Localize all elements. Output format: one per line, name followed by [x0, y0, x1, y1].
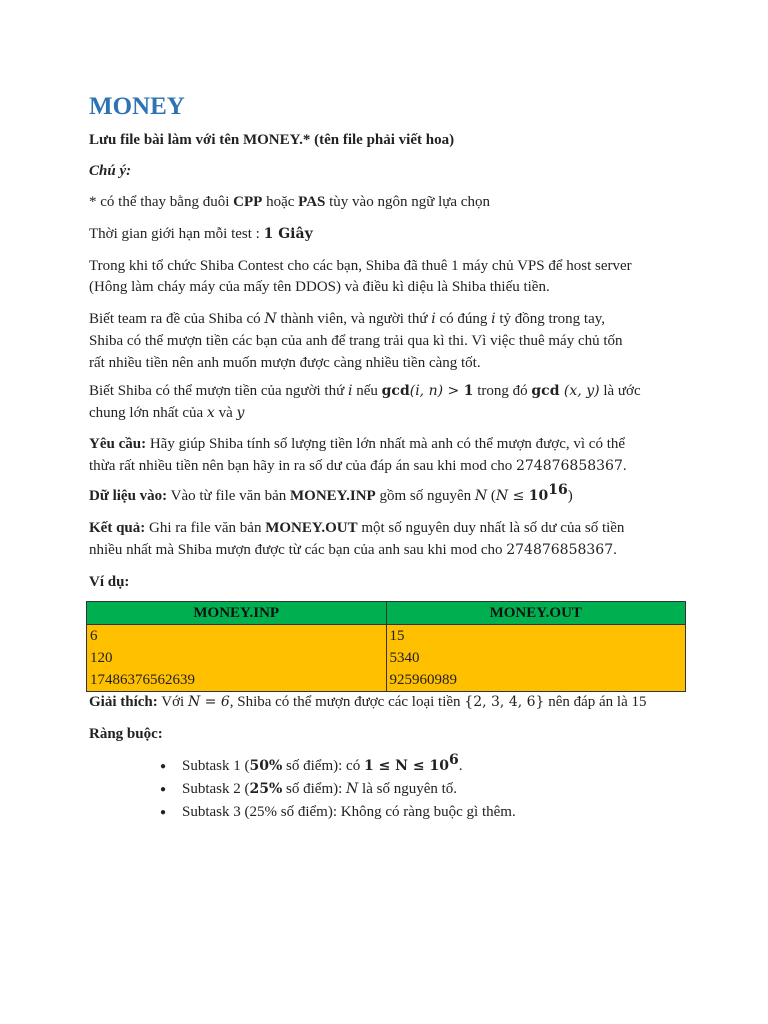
output-cell: 925960989: [386, 669, 686, 692]
extension-note: * có thể thay bằng đuôi CPP hoặc PAS tùy vào ngôn ngữ lựa chọn: [89, 194, 490, 210]
problem-title: MONEY: [89, 93, 185, 120]
requirement-line-2: thừa rất nhiều tiền nên bạn hãy in ra số dư của đáp án sau khi mod cho 274876858367.: [89, 458, 627, 474]
table-row: [87, 625, 686, 648]
team-paragraph-line-2: Shiba có thể mượn tiền các bạn của anh để trang trải qua kì thi. Vì việc thuê máy chủ tốn: [89, 333, 623, 349]
gcd-paragraph-line-2: chung lớn nhất của x và y: [89, 405, 245, 421]
input-spec: Dữ liệu vào: Vào từ file văn bản MONEY.INP gồm số nguyên N $(N \le 10^{16})$: [89, 482, 573, 504]
output-cell: 15: [386, 625, 686, 648]
input-cell: 120: [87, 647, 387, 669]
subtask-list: [160, 752, 516, 824]
table-row: [87, 669, 686, 692]
output-cell: 5340: [386, 647, 686, 669]
subtask-3: ● Subtask 3 (25% số điểm): Không có ràng buộc gì thêm.: [160, 801, 516, 824]
output-label: Kết quả:: [89, 520, 146, 536]
example-heading: Ví dụ:: [89, 574, 130, 590]
output-spec-line-1: Kết quả: Ghi ra file văn bản MONEY.OUT một số nguyên duy nhất là số dư của số tiền: [89, 520, 625, 536]
input-label: Dữ liệu vào:: [89, 488, 168, 504]
input-cell: 6: [87, 625, 387, 648]
note-heading: Chú ý:: [89, 163, 132, 179]
team-paragraph-line-1: Biết team ra đề của Shiba có N thành viên, và người thứ i có đúng i tỷ đồng trong tay,: [89, 311, 606, 327]
subtask-1: ● Subtask 1 (50% số điểm): có $1 \le N \le 10^6$.: [160, 755, 516, 778]
intro-line-1: Trong khi tổ chức Shiba Contest cho các bạn, Shiba đã thuê 1 máy chủ VPS để host server: [89, 258, 632, 274]
requirement-line-1: Yêu cầu: Hãy giúp Shiba tính số lượng tiền lớn nhất mà anh có thể mượn được, vì có thể: [89, 436, 626, 452]
example-table: [86, 601, 686, 692]
subtask-2: ● Subtask 2 (25% số điểm): N là số nguyên tố.: [160, 778, 516, 801]
input-cell: 17486376562639: [87, 669, 387, 692]
constraints-heading: Ràng buộc:: [89, 726, 163, 742]
time-limit: Thời gian giới hạn mỗi test : 1 Giây: [89, 226, 313, 242]
requirement-label: Yêu cầu:: [89, 436, 147, 452]
column-header-output: MONEY.OUT: [386, 602, 686, 625]
output-spec-line-2: nhiều nhất mà Shiba mượn được từ các bạn của anh sau khi mod cho 274876858367.: [89, 542, 617, 558]
explanation: Giải thích: Với N = 6, Shiba có thể mượn được các loại tiền {2, 3, 4, 6} nên đáp án là 15: [89, 694, 647, 710]
intro-line-2: (Hông làm cháy máy của mấy tên DDOS) và điều kì diệu là Shiba thiếu tiền.: [89, 279, 550, 295]
column-header-input: MONEY.INP: [87, 602, 387, 625]
save-note: Lưu file bài làm với tên MONEY.* (tên file phải viết hoa): [89, 132, 455, 148]
table-row: [87, 647, 686, 669]
team-paragraph-line-3: rất nhiều tiền nên anh muốn mượn được càng nhiều tiền càng tốt.: [89, 355, 481, 371]
explanation-label: Giải thích:: [89, 694, 158, 710]
gcd-paragraph-line-1: Biết Shiba có thể mượn tiền của người thứ i nếu gcd(i, n) > 1 trong đó gcd (x, y) là ước: [89, 383, 641, 399]
